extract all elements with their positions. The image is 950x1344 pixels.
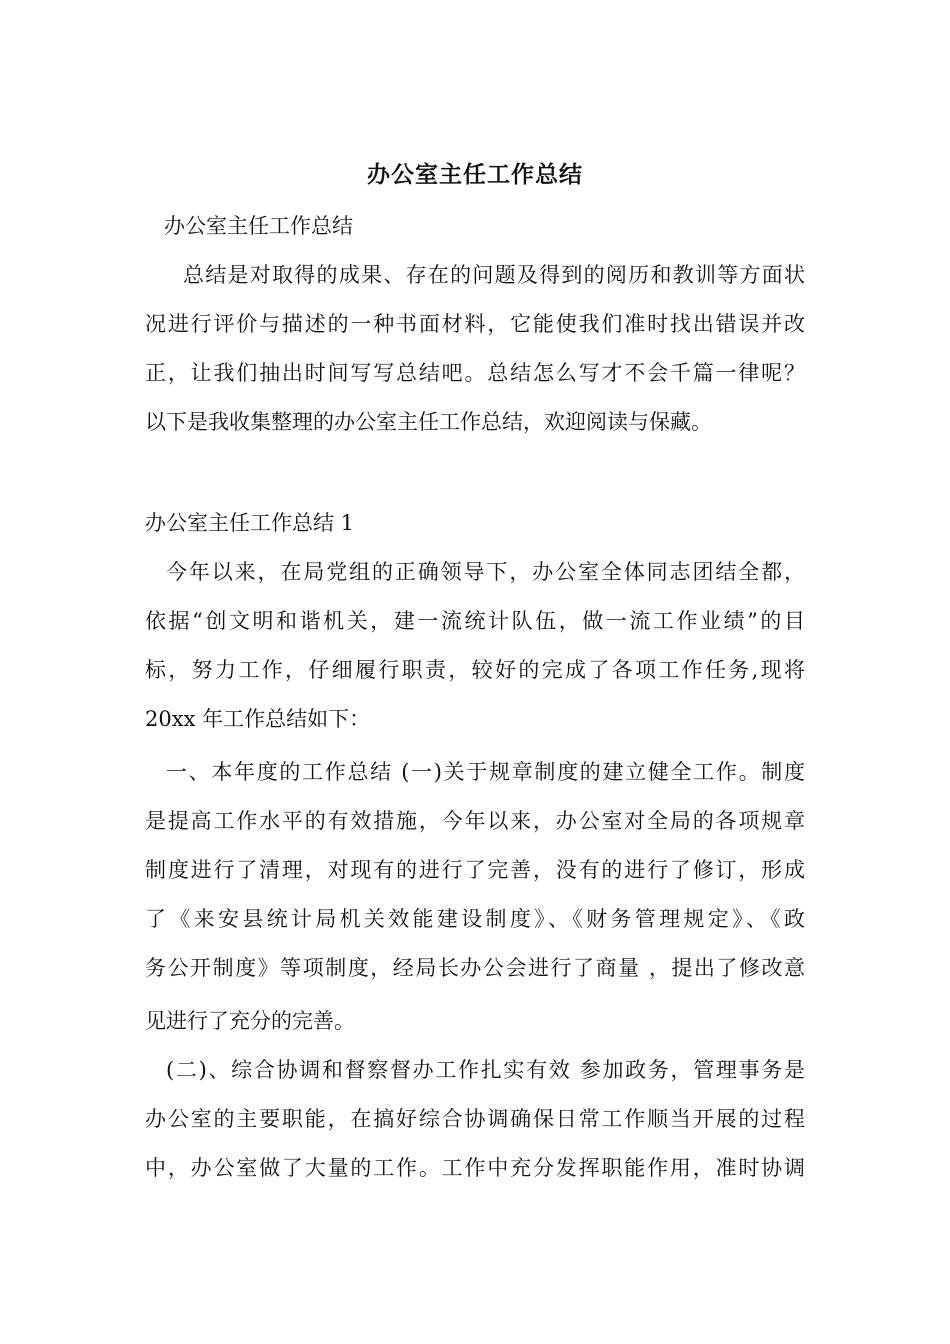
section-heading: 办公室主任工作总结 1 [145, 511, 355, 535]
intro-line: 况进行评价与描述的一种书面材料，它能使我们准时找出错误并改 [145, 312, 805, 336]
document-subtitle: 办公室主任工作总结 [164, 214, 353, 238]
body-line: 制度进行了清理，对现有的进行了完善，没有的进行了修订，形成 [145, 858, 805, 882]
intro-line: 总结是对取得的成果、存在的问题及得到的阅历和教训等方面状 [183, 263, 805, 287]
body-line: 中，办公室做了大量的工作。工作中充分发挥职能作用，准时协调 [145, 1156, 805, 1180]
intro-line: 以下是我收集整理的办公室主任工作总结，欢迎阅读与保藏。 [145, 410, 712, 434]
body-line: 了《来安县统计局机关效能建设制度》、《财务管理规定》、《政 [145, 907, 805, 931]
body-line: (二)、综合协调和督察督办工作扎实有效 参加政务，管理事务是 [166, 1058, 805, 1082]
body-line: 20xx 年工作总结如下： [145, 707, 371, 731]
body-line: 办公室的主要职能，在搞好综合协调确保日常工作顺当开展的过程 [145, 1107, 805, 1131]
body-line: 依据“创文明和谐机关，建一流统计队伍，做一流工作业绩”的目 [145, 609, 805, 633]
body-line: 务公开制度》等项制度，经局长办公会进行了商量 ，提出了修改意 [145, 956, 805, 980]
body-line: 今年以来，在局党组的正确领导下，办公室全体同志团结全都， [166, 560, 805, 584]
body-line: 是提高工作水平的有效措施，今年以来，办公室对全局的各项规章 [145, 809, 805, 833]
body-line: 一、本年度的工作总结 (一)关于规章制度的建立健全工作。制度 [166, 760, 805, 784]
body-line: 标，努力工作，仔细履行职责，较好的完成了各项工作任务,现将 [145, 658, 805, 682]
intro-line: 正，让我们抽出时间写写总结吧。总结怎么写才不会千篇一律呢？ [145, 361, 805, 385]
body-line: 见进行了充分的完善。 [145, 1009, 355, 1033]
document-title: 办公室主任工作总结 [367, 161, 583, 188]
